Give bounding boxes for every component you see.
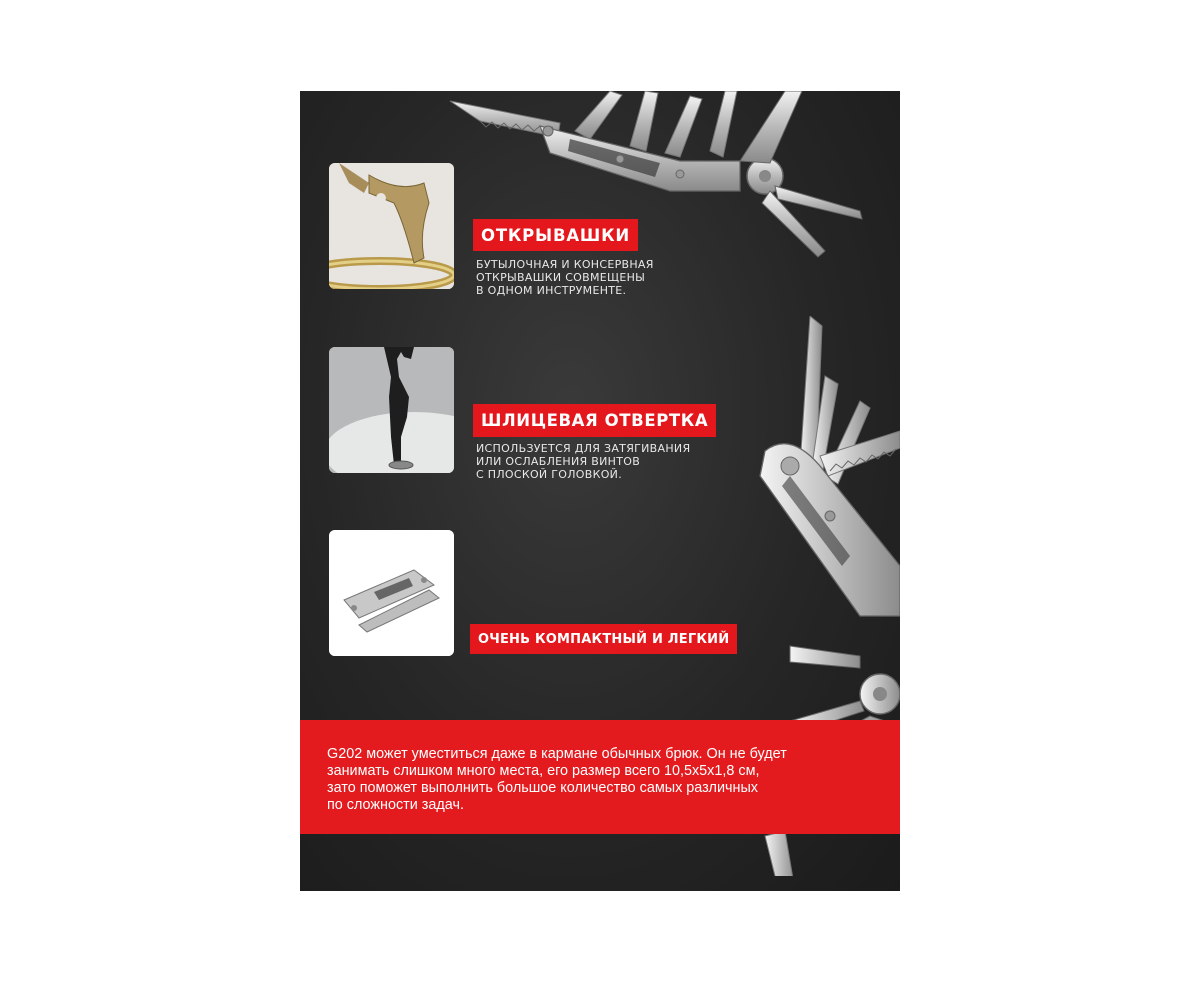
feature-title-screwdriver: ШЛИЦЕВАЯ ОТВЕРТКА xyxy=(473,404,716,437)
screwdriver-thumbnail xyxy=(329,347,454,473)
product-poster xyxy=(300,91,900,891)
feature-title-openers: ОТКРЫВАШКИ xyxy=(473,219,638,251)
bottle-opener-thumbnail xyxy=(329,163,454,289)
description-banner xyxy=(300,720,900,834)
folded-multitool-thumbnail xyxy=(329,530,454,656)
screwdriver-photo-icon xyxy=(329,347,454,473)
folded-multitool-photo-icon xyxy=(329,530,454,656)
feature-title-compact: ОЧЕНЬ КОМПАКТНЫЙ И ЛЕГКИЙ xyxy=(470,624,737,654)
bottle-opener-photo-icon xyxy=(329,163,454,289)
banner-text: G202 может уместиться даже в кармане обычных брюк. Он не будет занимать слишком много места, его размер всего 10,5х5х1,8 см, зато поможет выполнить большое количество самых различных по сложности задач. xyxy=(327,746,787,813)
feature-desc-openers: БУТЫЛОЧНАЯ И КОНСЕРВНАЯ ОТКРЫВАШКИ СОВМЕЩЕНЫ В ОДНОМ ИНСТРУМЕНТЕ. xyxy=(476,258,654,297)
feature-desc-screwdriver: ИСПОЛЬЗУЕТСЯ ДЛЯ ЗАТЯГИВАНИЯ ИЛИ ОСЛАБЛЕНИЯ ВИНТОВ С ПЛОСКОЙ ГОЛОВКОЙ. xyxy=(476,442,691,481)
